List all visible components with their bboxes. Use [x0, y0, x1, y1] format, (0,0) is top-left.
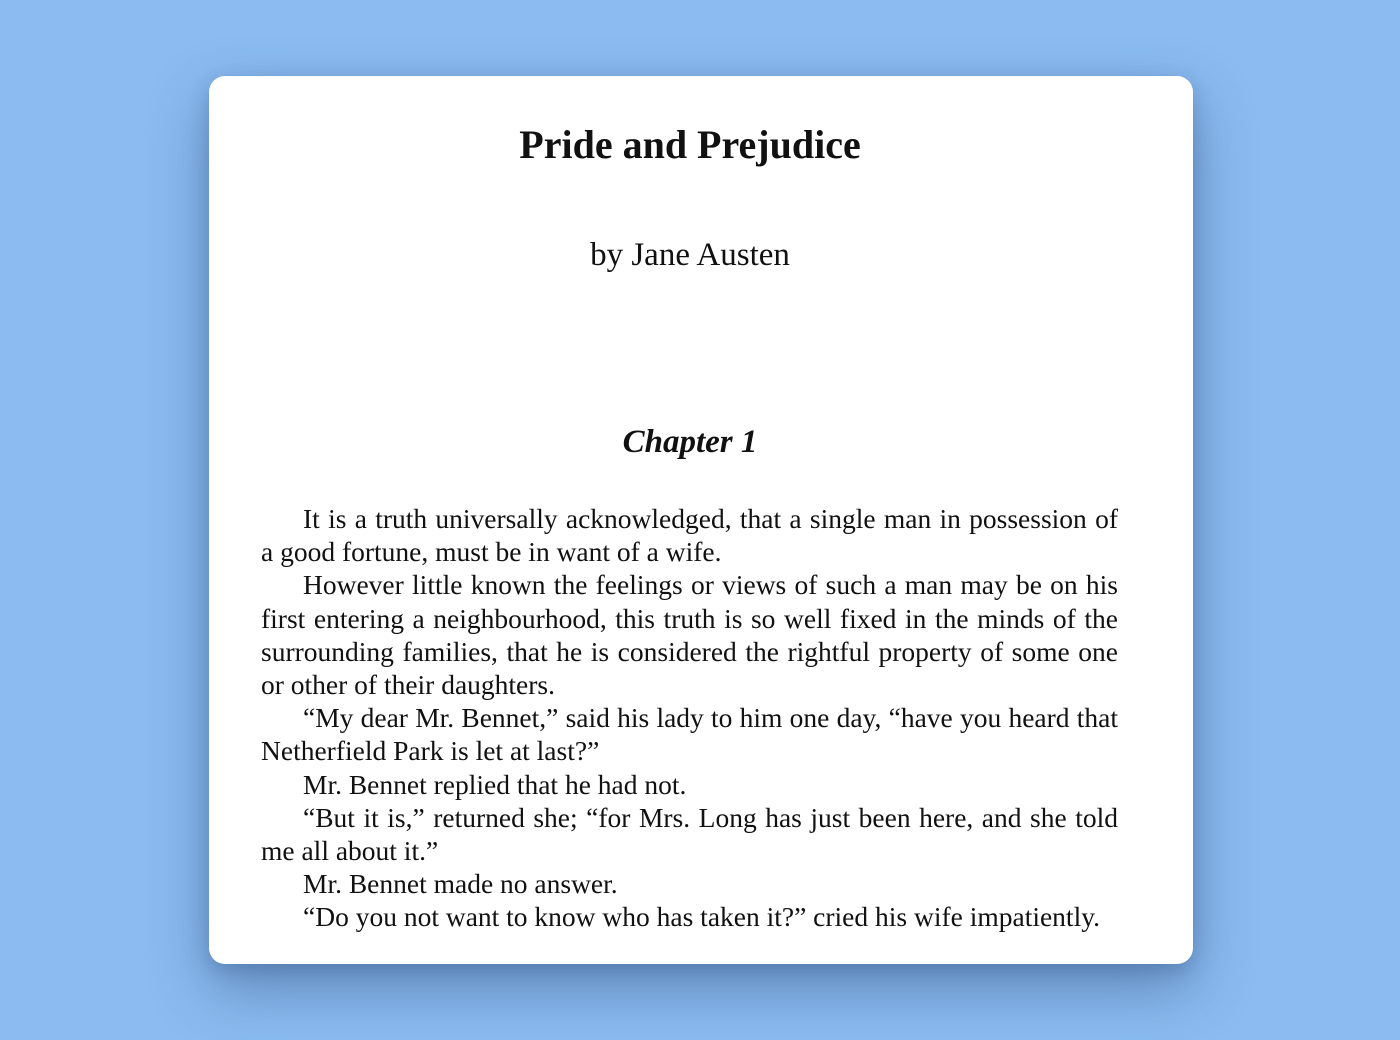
chapter-heading: Chapter 1	[622, 424, 758, 460]
paragraph: “My dear Mr. Bennet,” said his lady to him one day, “have you heard that Netherfield Park is let at last?”	[261, 702, 1118, 767]
book-title: Pride and Prejudice	[519, 122, 861, 167]
paragraph: “But it is,” returned she; “for Mrs. Long has just been here, and she told me all about it.”	[261, 801, 1118, 867]
paragraph: “Do you not want to know who has taken it?” cried his wife impatiently.	[303, 901, 1101, 933]
paragraph: Mr. Bennet replied that he had not.	[303, 768, 687, 800]
book-author: by Jane Austen	[590, 237, 790, 273]
paragraph: However little known the feelings or views of such a man may be on his first entering a neighbourhood, this truth is so well fixed in the minds of the surrounding families, that he is considered the rightful property of some one or other of their daughters.	[261, 569, 1118, 701]
paragraph: It is a truth universally acknowledged, that a single man in possession of a good fortune, must be in want of a wife.	[261, 503, 1118, 568]
book-page	[209, 76, 1193, 964]
chapter-body	[261, 502, 1118, 934]
paragraph: Mr. Bennet made no answer.	[303, 868, 618, 900]
